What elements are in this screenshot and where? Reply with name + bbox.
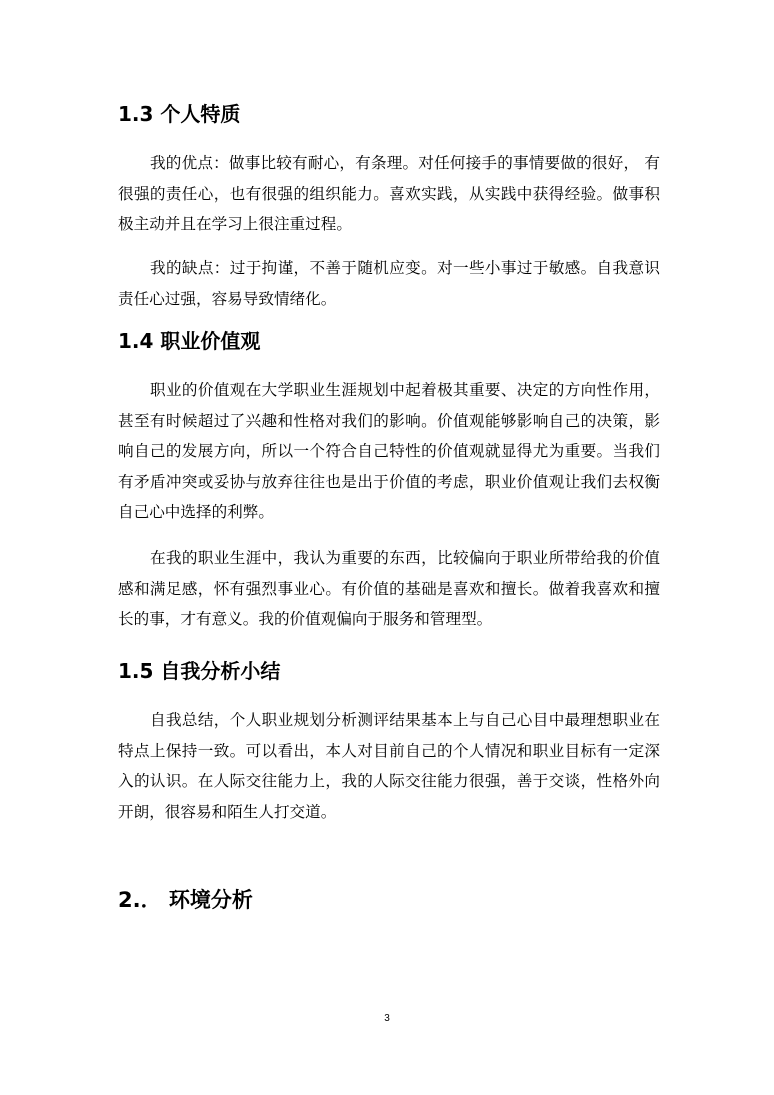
paragraph-strengths: 我的优点：做事比较有耐心，有条理。对任何接手的事情要做的很好， 有很强的责任心，也有很强的组织能力。喜欢实践，从实践中获得经验。做事积极主动并且在学习上很注重过程。 [118, 154, 660, 233]
paragraph-summary: 自我总结，个人职业规划分析测评结果基本上与自己心目中最理想职业在特点上保持一致。可以看出，本人对目前自己的个人情况和职业目标有一定深入的认识。在人际交往能力上，我的人际交往能力很强，善于交谈，性格外向开朗，很容易和陌生人打交道。 [118, 711, 660, 821]
paragraph-values-personal: 在我的职业生涯中，我认为重要的东西，比较偏向于职业所带给我的价值感和满足感，怀有强烈事业心。有价值的基础是喜欢和擅长。做着我喜欢和擅长的事，才有意义。我的价值观偏向于服务和管理型。 [118, 549, 660, 628]
paragraph-weaknesses: 我的缺点：过于拘谨，不善于随机应变。对一些小事过于敏感。自我意识责任心过强，容易导致情绪化。 [118, 259, 660, 308]
section-heading-self-analysis-summary: 1.5 自我分析小结 [118, 659, 281, 683]
section-heading-career-values: 1.4 职业价值观 [118, 329, 261, 353]
section-heading-personal-traits: 1.3 个人特质 [118, 102, 241, 126]
page-number: 3 [384, 1013, 390, 1024]
paragraph-values-role: 职业的价值观在大学职业生涯规划中起着极其重要、决定的方向性作用，甚至有时候超过了兴趣和性格对我们的影响。价值观能够影响自己的决策，影响自己的发展方向，所以一个符合自己特性的价值观就显得尤为重要。当我们有矛盾冲突或妥协与放弃往往也是出于价值的考虑，职业价值观让我们去权衡自己心中选择的利弊。 [118, 381, 660, 521]
chapter-heading-environment-analysis: 2.． 环境分析 [118, 888, 253, 912]
